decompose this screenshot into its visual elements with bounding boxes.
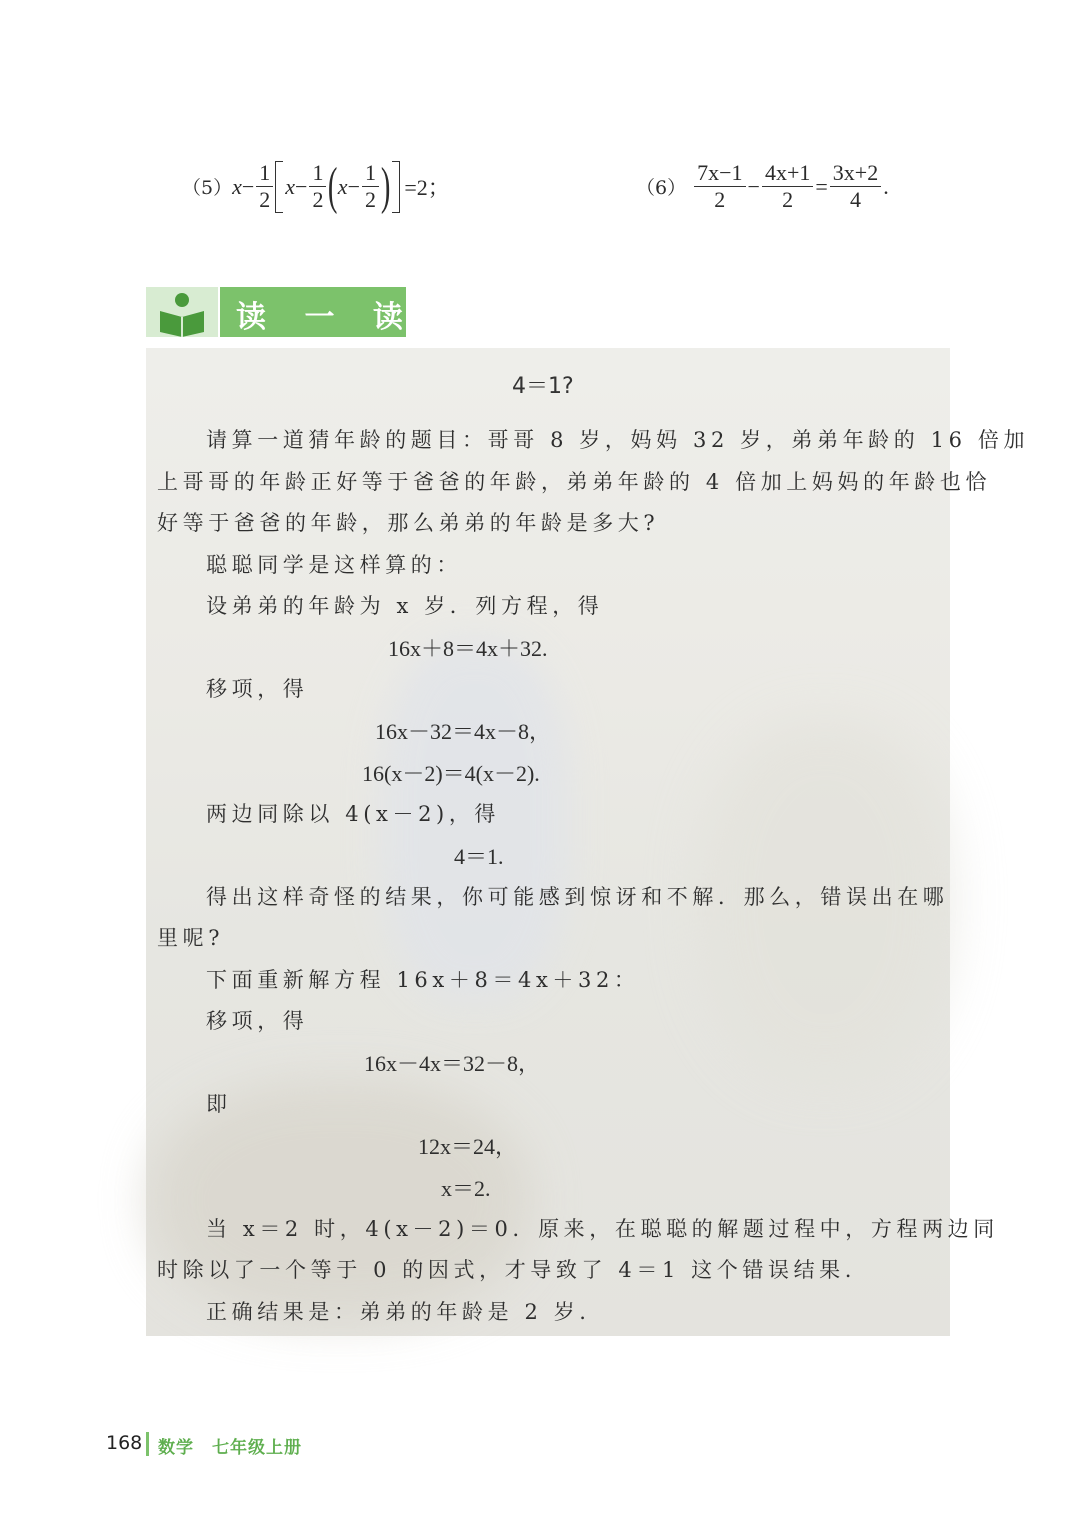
exercise-6: [636, 160, 889, 213]
fraction-numerator: 1: [309, 160, 326, 187]
fraction-half: [362, 160, 379, 213]
exercise-5: [182, 157, 450, 215]
equation: 16x－32＝4x－8，: [375, 719, 552, 744]
minus-sign: −: [241, 173, 255, 199]
page-number: 168: [106, 1432, 143, 1454]
footer-divider: [146, 1432, 149, 1456]
fraction-denominator: 2: [714, 187, 726, 212]
equation: 4＝1.: [454, 844, 504, 869]
fraction-numerator: 1: [362, 160, 379, 187]
minus-sign: −: [747, 173, 760, 199]
paragraph-line: 移项，得: [206, 677, 309, 701]
paragraph-line: 时除以了一个等于 0 的因式，才导致了 4＝1 这个错误结果.: [157, 1258, 857, 1282]
equals-sign: =: [815, 173, 828, 199]
period: .: [883, 173, 889, 199]
equation: x＝2.: [441, 1176, 491, 1201]
equation: 16(x－2)＝4(x－2).: [362, 761, 540, 786]
equation: 12x＝24，: [418, 1134, 518, 1159]
fraction-denominator: 2: [312, 187, 324, 212]
equation: 16x－4x＝32－8，: [364, 1051, 541, 1076]
section-header: 读 一 读: [236, 300, 403, 335]
fraction-numerator: 3x+2: [830, 160, 881, 187]
fraction-half: [256, 160, 273, 213]
fraction-2: [762, 160, 813, 213]
paragraph-line: 设弟弟的年龄为 x 岁．列方程，得: [206, 594, 604, 618]
fraction-1: [694, 160, 745, 213]
reading-title: 4＝1?: [512, 374, 574, 399]
paragraph-line: 里呢?: [157, 926, 225, 950]
paragraph-line: 请算一道猜年龄的题目：哥哥 8 岁，妈妈 32 岁，弟弟年龄的 16 倍加: [206, 428, 1030, 452]
var-x: x: [337, 173, 348, 199]
fraction-numerator: 1: [256, 160, 273, 187]
left-paren: (: [328, 157, 338, 215]
exercise-5-label: （5）: [182, 177, 233, 199]
paragraph-line: 移项，得: [206, 1009, 309, 1033]
paragraph-line: 下面重新解方程 16x＋8＝4x＋32：: [206, 968, 640, 992]
fraction-denominator: 2: [259, 187, 271, 212]
rhs-value: =2；: [404, 175, 450, 200]
paragraph-line: 两边同除以 4(x－2)，得: [206, 802, 501, 826]
fraction-denominator: 2: [364, 187, 376, 212]
paragraph-line: 当 x＝2 时，4(x－2)＝0．原来，在聪聪的解题过程中，方程两边同: [206, 1217, 999, 1241]
exercise-6-label: （6）: [636, 177, 687, 199]
fraction-3: [830, 160, 881, 213]
minus-sign: −: [295, 173, 308, 199]
fraction-numerator: 7x−1: [694, 160, 745, 187]
paragraph-line: 上哥哥的年龄正好等于爸爸的年龄，弟弟年龄的 4 倍加上妈妈的年龄也恰: [157, 470, 992, 494]
fraction-denominator: 4: [849, 187, 861, 212]
paragraph-line: 正确结果是：弟弟的年龄是 2 岁.: [206, 1300, 591, 1324]
right-paren: ): [380, 157, 391, 215]
paragraph-line: 好等于爸爸的年龄，那么弟弟的年龄是多大?: [157, 511, 660, 535]
fraction-denominator: 2: [782, 187, 794, 212]
book-reader-icon: [146, 287, 218, 337]
paragraph-line: 即: [206, 1092, 232, 1116]
paragraph-line: 得出这样奇怪的结果，你可能感到惊讶和不解．那么，错误出在哪: [206, 885, 949, 909]
right-bracket: [392, 161, 400, 213]
book-title: 数学 七年级上册: [158, 1438, 302, 1458]
left-bracket: [275, 161, 283, 213]
var-x: x: [285, 173, 296, 199]
fraction-numerator: 4x+1: [762, 160, 813, 187]
fraction-half: [309, 160, 326, 213]
reading-icon-box: [146, 287, 218, 337]
var-x: x: [232, 173, 242, 199]
equation: 16x＋8＝4x＋32.: [388, 636, 548, 661]
paragraph-line: 聪聪同学是这样算的：: [206, 553, 462, 577]
minus-sign: −: [347, 173, 360, 199]
